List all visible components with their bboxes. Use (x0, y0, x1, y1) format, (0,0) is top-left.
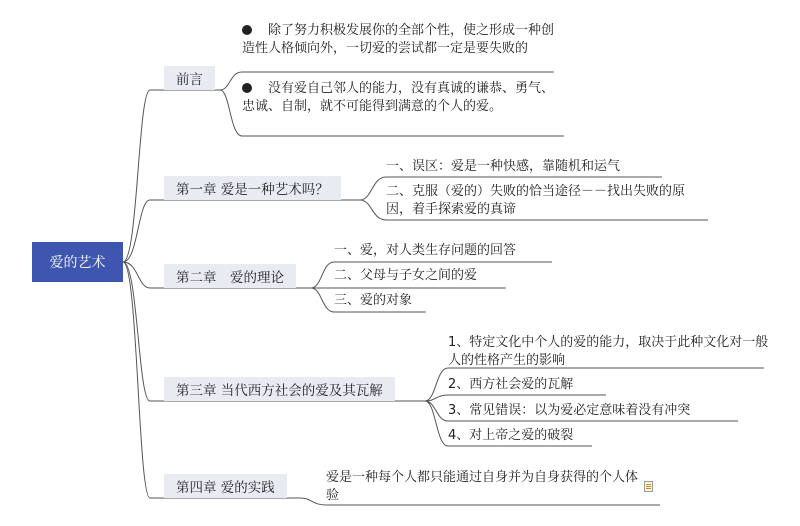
bullet-dot-icon (242, 83, 252, 93)
leaf-text: 2、西方社会爱的瓦解 (448, 377, 574, 392)
leaf-preface-1[interactable] (242, 22, 554, 58)
connector-ch3-2 (425, 395, 606, 401)
leaf-text: 三、爱的对象 (334, 293, 413, 308)
chapter-2[interactable] (164, 264, 296, 288)
leaf-text: 3、常见错误：以为爱必定意味着没有冲突 (448, 403, 691, 418)
leaf-ch1-1[interactable] (386, 158, 686, 176)
leaf-text: 二、克服（爱的）失败的恰当途径－－找出失败的原因，着手探索爱的真谛 (386, 184, 686, 217)
connector-root-chapter (123, 262, 164, 288)
leaf-ch2-3[interactable] (334, 292, 564, 310)
chapter-1[interactable] (164, 176, 341, 200)
connector-root-chapter (123, 262, 164, 401)
leaf-ch4-1[interactable] (326, 469, 642, 505)
leaf-ch3-1[interactable] (448, 334, 772, 370)
leaf-text: 4、对上帝之爱的破裂 (448, 428, 574, 443)
chapter-label: 第二章 爱的理论 (176, 270, 284, 286)
leaf-ch3-2[interactable] (448, 376, 748, 394)
leaf-text: 除了努力积极发展你的全部个性，使之形成一种创造性人格倾向外，一切爱的尝试都一定是要失败的 (242, 23, 555, 56)
chapter-label: 前言 (176, 72, 203, 88)
leaf-preface-2[interactable] (242, 80, 554, 116)
leaf-ch3-3[interactable] (448, 402, 748, 420)
chapter-label: 第三章 当代西方社会的爱及其瓦解 (176, 383, 383, 399)
bullet-dot-icon (242, 25, 252, 35)
leaf-text: 二、父母与子女之间的爱 (334, 268, 478, 283)
leaf-ch2-2[interactable] (334, 267, 564, 285)
note-icon[interactable] (644, 481, 653, 492)
leaf-text: 没有爱自己邻人的能力，没有真诚的谦恭、勇气、忠诚、自制，就不可能得到满意的个人的爱。 (242, 81, 555, 114)
connector-root-chapter (123, 90, 164, 262)
leaf-text: 1、特定文化中个人的爱的能力，取决于此种文化对一般人的性格产生的影响 (448, 335, 769, 368)
leaf-text: 一、误区：爱是一种快感，靠随机和运气 (386, 159, 621, 174)
chapter-4[interactable] (164, 474, 287, 498)
root-topic-label: 爱的艺术 (49, 255, 106, 271)
chapter-label: 第一章 爱是一种艺术吗？ (176, 182, 329, 198)
leaf-ch2-1[interactable] (334, 242, 564, 260)
connector-root-chapter (123, 262, 164, 498)
connector-root-chapter (123, 200, 164, 262)
leaf-ch1-2[interactable] (386, 183, 704, 219)
leaf-text: 一、爱，对人类生存问题的回答 (334, 243, 517, 258)
chapter-label: 第四章 爱的实践 (176, 480, 275, 496)
chapter-3[interactable] (164, 377, 395, 401)
root-topic[interactable] (32, 242, 123, 282)
leaf-text: 爱是一种每个人都只能通过自身并为自身获得的个人体验 (326, 470, 639, 503)
leaf-ch3-4[interactable] (448, 427, 748, 445)
chapter-preface[interactable] (164, 66, 215, 90)
